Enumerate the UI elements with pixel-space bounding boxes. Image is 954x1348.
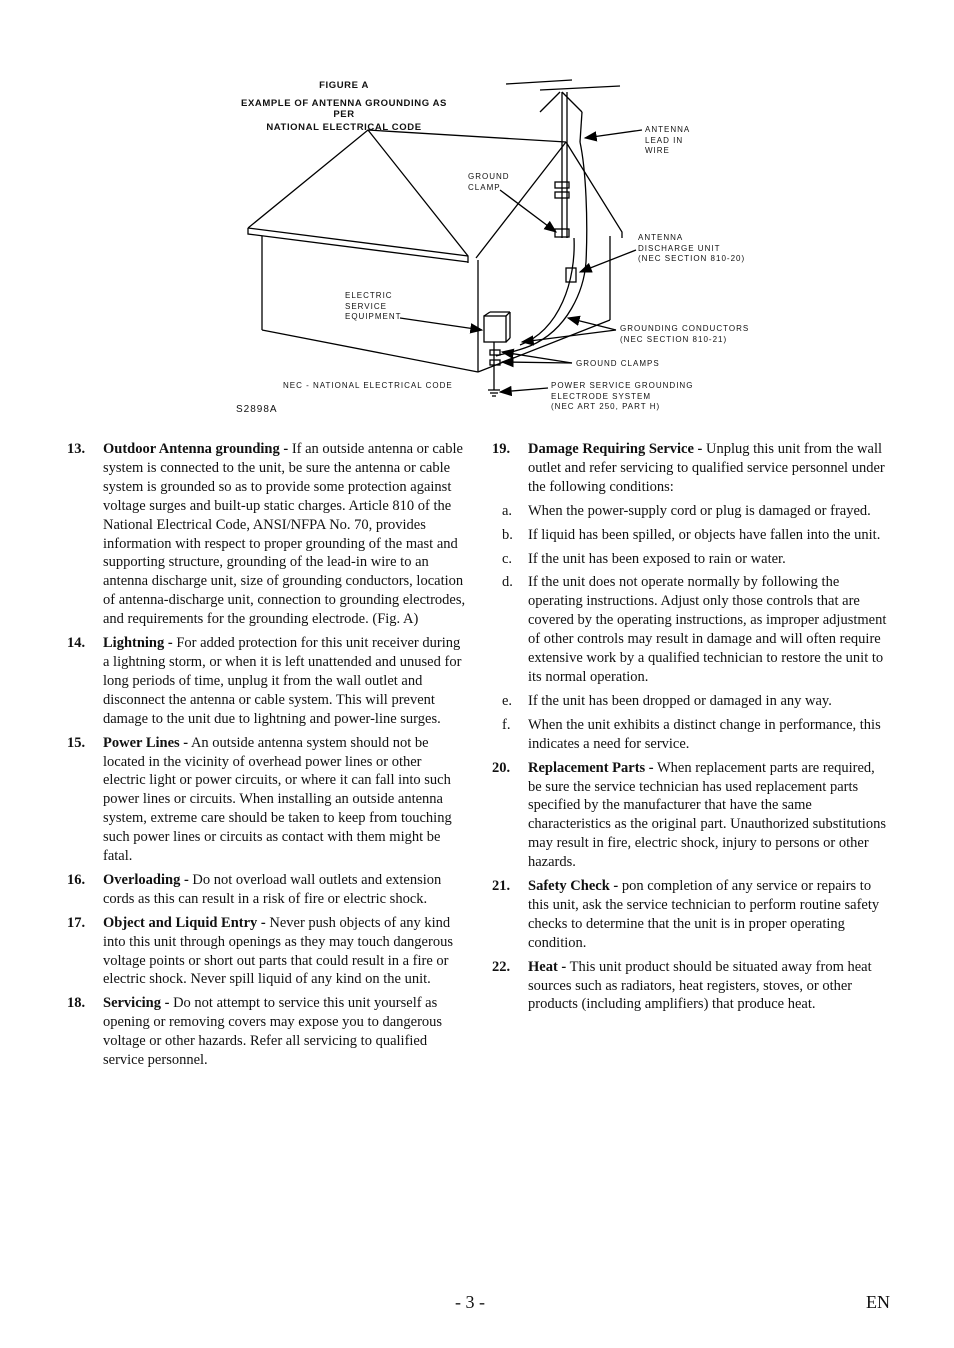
item-text: Never push objects of any kind into this unit through openings as they may touch dangerous voltage points or short out parts that could result in a fire or electric shock. Never spill liquid of any kind on the unit. bbox=[103, 914, 453, 988]
figure-title-line2: EXAMPLE OF ANTENNA GROUNDING AS PER bbox=[241, 98, 447, 120]
condition-letter: f. bbox=[502, 716, 511, 733]
safety-item-21 bbox=[492, 877, 892, 953]
item-title: Overloading - bbox=[103, 871, 189, 888]
item-number: 16. bbox=[67, 871, 86, 888]
safety-item-19 bbox=[492, 440, 892, 497]
label-ground-clamp: GROUND CLAMP bbox=[468, 172, 510, 192]
item-title: Damage Requiring Service - bbox=[528, 441, 703, 457]
label-nec: NEC - NATIONAL ELECTRICAL CODE bbox=[283, 381, 453, 390]
figure-title-line3: NATIONAL ELECTRICAL CODE bbox=[266, 122, 422, 133]
condition-text: If the unit has been dropped or damaged in any way. bbox=[528, 692, 832, 709]
item-number: 18. bbox=[67, 995, 86, 1012]
safety-item-15 bbox=[67, 734, 467, 866]
condition-c bbox=[492, 550, 892, 569]
label-ground-clamps: GROUND CLAMPS bbox=[576, 359, 660, 368]
item-title: Outdoor Antenna grounding - bbox=[103, 441, 289, 457]
item-text: When replacement parts are required, be sure the service technician has used replacement parts specified by the manufacturer that have the same characteristics as the original part. Unauthorized substitutions may result in fire, electric shock, injury to persons or other hazards. bbox=[528, 759, 886, 871]
condition-f bbox=[492, 716, 892, 754]
condition-a bbox=[492, 502, 892, 521]
item-title: Power Lines - bbox=[103, 734, 189, 751]
item-title: Servicing - bbox=[103, 995, 170, 1012]
item-title: Replacement Parts - bbox=[528, 759, 654, 776]
figure-a bbox=[0, 0, 954, 425]
condition-e bbox=[492, 692, 892, 711]
label-grounding-conductors: GROUNDING CONDUCTORS (NEC SECTION 810-21) bbox=[620, 324, 750, 344]
item-text: This unit product should be situated away from heat sources such as radiators, heat registers, stoves, or other products (including amplifiers) that produce heat. bbox=[528, 958, 872, 1013]
condition-letter: e. bbox=[502, 692, 513, 709]
item-title: Safety Check - bbox=[528, 878, 619, 895]
condition-text: If liquid has been spilled, or objects have fallen into the unit. bbox=[528, 526, 881, 543]
label-electric-service: ELECTRIC SERVICE EQUIPMENT bbox=[345, 291, 402, 321]
condition-b bbox=[492, 526, 892, 545]
item-title: Heat - bbox=[528, 958, 567, 975]
safety-item-18 bbox=[67, 994, 467, 1070]
label-antenna-lead: ANTENNA LEAD IN WIRE bbox=[645, 125, 691, 155]
safety-item-17 bbox=[67, 914, 467, 990]
condition-letter: d. bbox=[502, 574, 513, 591]
condition-text: When the unit exhibits a distinct change in performance, this indicates a need for service. bbox=[528, 716, 881, 752]
condition-text: If the unit does not operate normally by following the operating instructions. Adjust only those controls that are covered by the operating instructions, as improper adjustment of other controls may result in damage and will often require extensive work by a qualified technician to restore the unit to its normal operation. bbox=[528, 574, 887, 685]
item-number: 21. bbox=[492, 878, 511, 895]
item-title: Lightning - bbox=[103, 635, 173, 652]
safety-item-22 bbox=[492, 958, 892, 1015]
item-number: 17. bbox=[67, 914, 86, 931]
safety-item-20 bbox=[492, 759, 892, 872]
safety-item-14 bbox=[67, 634, 467, 729]
safety-item-13 bbox=[67, 440, 467, 629]
figure-code: S2898A bbox=[236, 404, 278, 415]
condition-text: When the power-supply cord or plug is damaged or frayed. bbox=[528, 502, 871, 519]
item-text: Do not attempt to service this unit yourself as opening or removing covers may expose you to dangerous voltage or other hazards. Refer all servicing to qualified service personnel. bbox=[103, 995, 443, 1069]
condition-text: If the unit has been exposed to rain or water. bbox=[528, 550, 786, 567]
label-discharge-unit: ANTENNA DISCHARGE UNIT (NEC SECTION 810-20) bbox=[638, 233, 746, 263]
item-number: 15. bbox=[67, 734, 86, 751]
left-column bbox=[67, 440, 467, 1075]
item-number: 14. bbox=[67, 635, 86, 652]
item-text: Unplug this unit from the wall outlet and refer servicing to qualified service personnel under the following conditions: bbox=[528, 441, 885, 495]
safety-item-16 bbox=[67, 871, 467, 909]
condition-d bbox=[492, 573, 892, 686]
right-column bbox=[492, 440, 892, 1019]
label-power-service: POWER SERVICE GROUNDING ELECTRODE SYSTEM (NEC ART 250, PART H) bbox=[551, 381, 694, 411]
item-number: 13. bbox=[67, 441, 86, 457]
figure-title bbox=[232, 80, 456, 133]
item-title: Object and Liquid Entry - bbox=[103, 914, 266, 931]
item-text: If an outside antenna or cable system is connected to the unit, be sure the antenna or cable system is grounded so as to provide some protection against voltage surges and built-up static charges. Article 810 of the National Electrical Code, ANSI/NFPA No. 70, provides information with respect to proper grounding of the mast and supporting structure, grounding of the lead-in wire to an antenna discharge unit, size of grounding conductors, location of antenna-discharge unit, connection to grounding electrodes, and requirements for the grounding electrode. (Fig. A) bbox=[103, 441, 466, 628]
figure-title-line1: FIGURE A bbox=[319, 80, 369, 91]
item-number: 19. bbox=[492, 441, 511, 457]
condition-letter: c. bbox=[502, 550, 513, 567]
item-text: Do not overload wall outlets and extension cords as this can result in a risk of fire or electric shock. bbox=[103, 871, 442, 907]
item-text: For added protection for this unit receiver during a lightning storm, or when it is left unattended and unused for long periods of time, unplug it from the wall outlet and disconnect the antenna or cable system. This will prevent damage to the unit due to lightning and power-line surges. bbox=[103, 635, 462, 727]
item-number: 20. bbox=[492, 759, 511, 776]
item-number: 22. bbox=[492, 958, 511, 975]
condition-letter: a. bbox=[502, 502, 513, 519]
item-text: An outside antenna system should not be located in the vicinity of overhead power lines or other electric light or power circuits, or where it can fall into such power lines or circuits. When installing an outside antenna system, extreme care should be taken to keep from touching such power lines or circuits as contact with them might be fatal. bbox=[103, 734, 452, 865]
language-code: EN bbox=[866, 1292, 890, 1312]
page-number: - 3 - bbox=[455, 1292, 485, 1312]
item-text: pon completion of any service or repairs to this unit, ask the service technician to perform routine safety checks to determine that the unit is in proper operating condition. bbox=[528, 878, 880, 951]
antenna-grounding-diagram bbox=[0, 0, 954, 425]
condition-letter: b. bbox=[502, 526, 513, 543]
